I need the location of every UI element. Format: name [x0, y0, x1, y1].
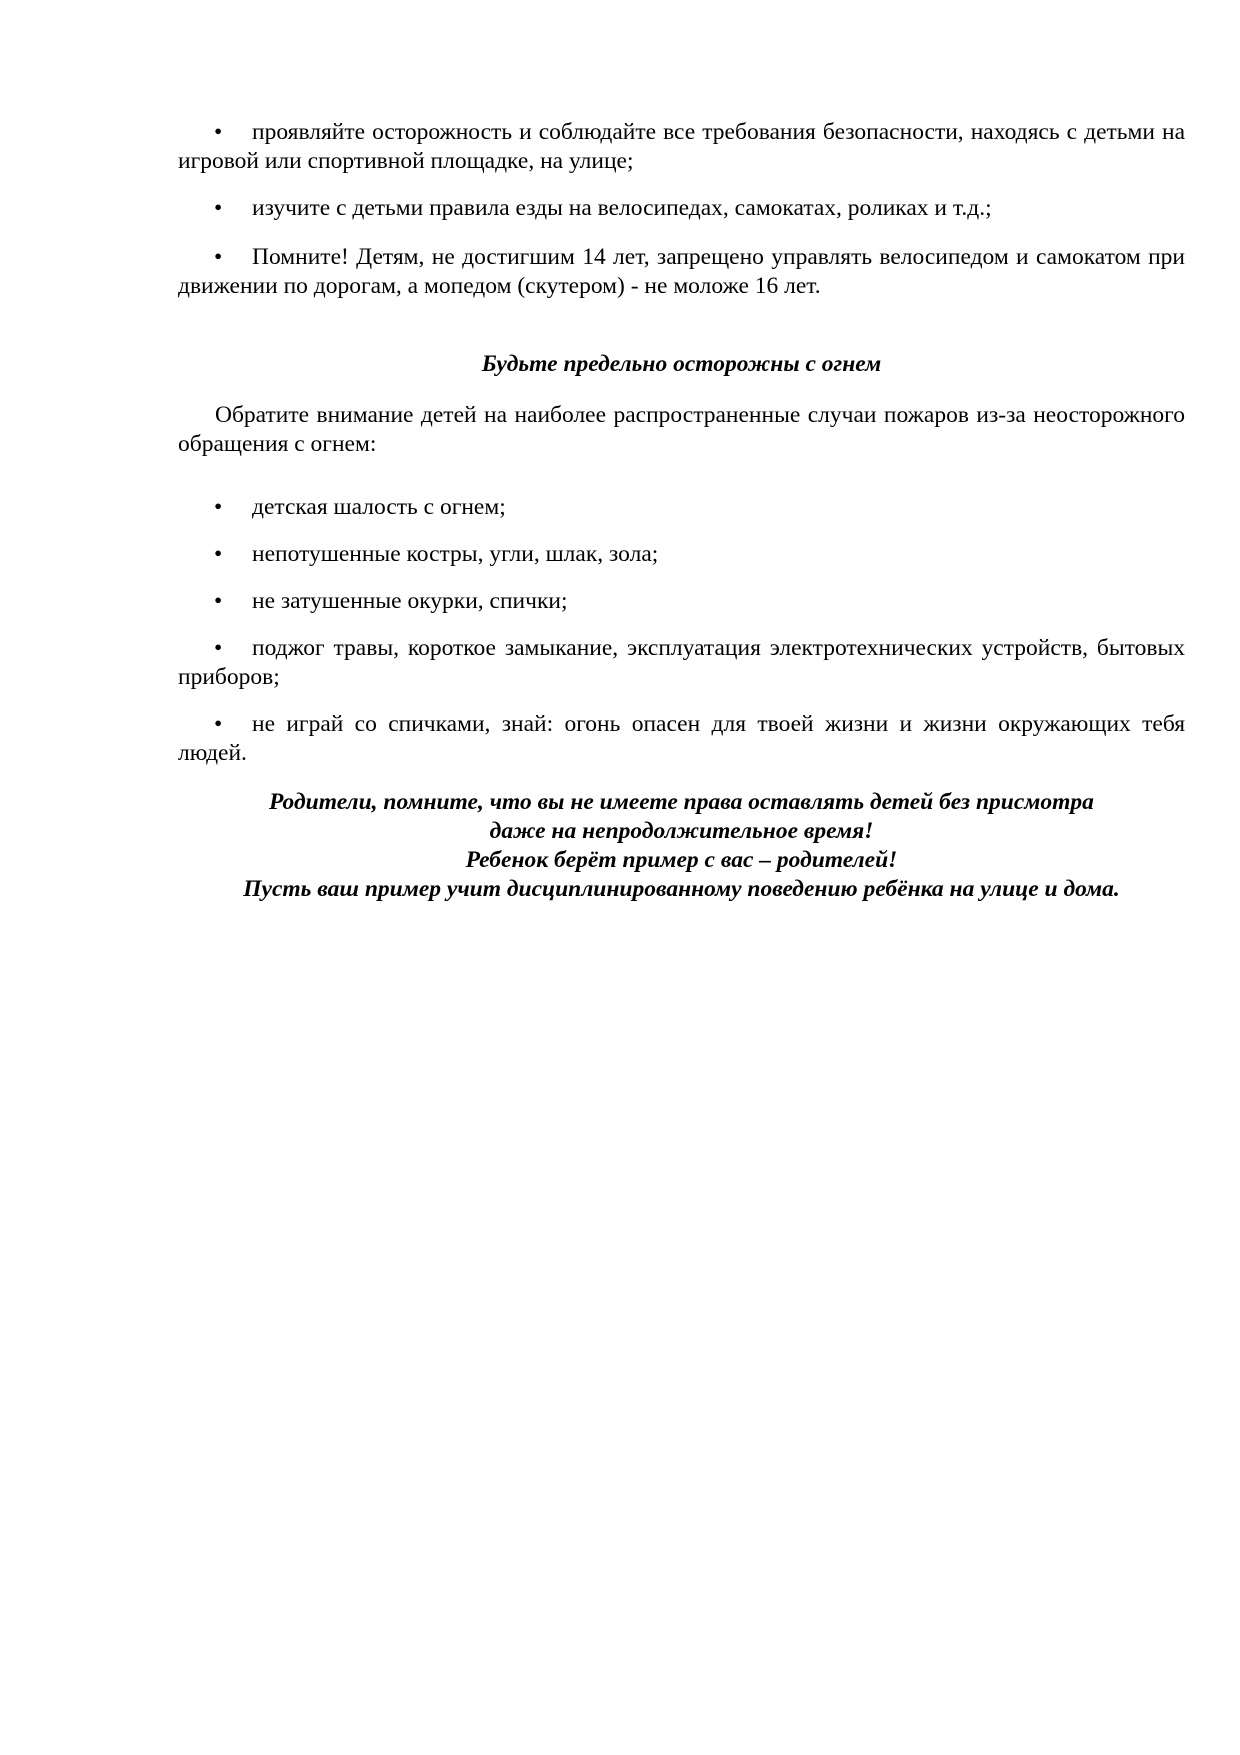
list-item-text: не затушенные окурки, спички;: [252, 588, 568, 614]
closing-message: [178, 788, 1185, 904]
list-item: [178, 634, 1185, 692]
bullet-icon: •: [214, 195, 223, 221]
list-item: [178, 118, 1185, 176]
bullet-icon: •: [214, 711, 223, 737]
intro-paragraph: Обратите внимание детей на наиболее распространенные случаи пожаров из-за неосторожного обращения с огнем:: [178, 402, 1185, 457]
closing-line: Пусть ваш пример учит дисциплинированному поведению ребёнка на улице и дома.: [243, 876, 1120, 902]
closing-line: Родители, помните, что вы не имеете права оставлять детей без присмотра: [269, 789, 1094, 815]
list-item-text: детская шалость с огнем;: [252, 494, 506, 520]
list-item-text: непотушенные костры, угли, шлак, зола;: [252, 541, 659, 567]
bullet-icon: •: [214, 635, 223, 661]
closing-line: даже на непродолжительное время!: [489, 818, 874, 844]
list-item-text: проявляйте осторожность и соблюдайте все требования безопасности, находясь с детьми на игровой или спортивной площадке, на улице;: [178, 119, 1185, 174]
list-item: [178, 493, 1185, 522]
bullet-icon: •: [214, 541, 223, 567]
list-item: [178, 243, 1185, 301]
list-item-text: Помните! Детям, не достигшим 14 лет, запрещено управлять велосипедом и самокатом при движении по дорогам, а мопедом (скутером) - не моложе 16 лет.: [178, 244, 1185, 299]
bullet-icon: •: [214, 494, 223, 520]
closing-line: Ребенок берёт пример с вас – родителей!: [465, 847, 898, 873]
list-item-text: изучите с детьми правила езды на велосипедах, самокатах, роликах и т.д.;: [252, 195, 992, 221]
list-item: [178, 587, 1185, 616]
list-item-text: не играй со спичками, знай: огонь опасен для твоей жизни и жизни окружающих тебя людей.: [178, 711, 1185, 766]
bullet-icon: •: [214, 119, 223, 145]
document-body: [178, 118, 1185, 904]
list-item: [178, 710, 1185, 768]
section-heading: Будьте предельно осторожны с огнем: [481, 351, 882, 377]
list-item-text: поджог травы, короткое замыкание, эксплуатация электротехнических устройств, бытовых приборов;: [178, 635, 1185, 690]
list-item: [178, 540, 1185, 569]
bullet-icon: •: [214, 244, 223, 270]
bullet-icon: •: [214, 588, 223, 614]
list-item: [178, 194, 1185, 223]
